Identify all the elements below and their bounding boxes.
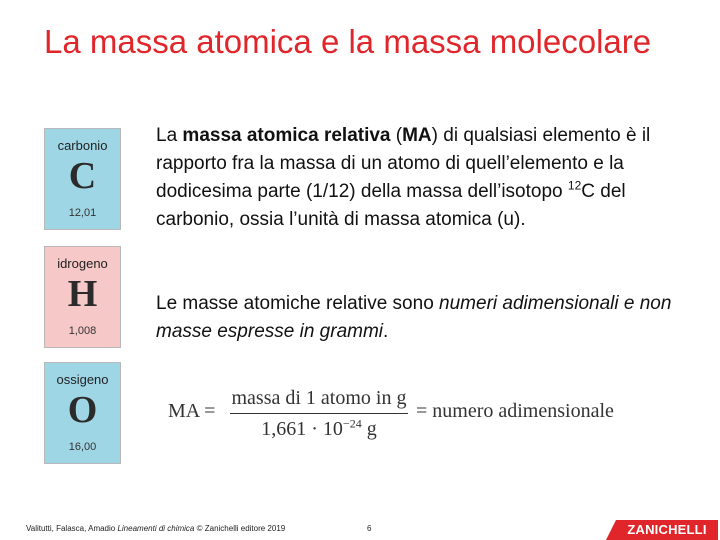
note-paragraph — [156, 290, 696, 346]
bold-term: massa atomica relativa — [182, 125, 391, 146]
element-name: idrogeno — [57, 256, 108, 271]
denominator-unit: g — [361, 418, 377, 440]
isotope-superscript: 12 — [567, 178, 582, 193]
element-symbol: O — [67, 389, 98, 431]
slide-title: La massa atomica e la massa molecolare — [44, 23, 652, 60]
text-run: C del carbonio, ossia l’unità di massa atomica (u). — [156, 181, 626, 230]
element-card-carbonio — [44, 128, 121, 230]
text-run: ( — [390, 125, 403, 146]
definition-paragraph — [156, 122, 696, 234]
denominator-exponent: −24 — [342, 416, 362, 431]
text-run: Le masse atomiche relative sono — [156, 293, 440, 314]
element-symbol: H — [67, 273, 98, 315]
formula-fraction — [230, 386, 408, 441]
element-name: ossigeno — [56, 372, 109, 387]
text-run: ) di qualsiasi elemento è il rapporto fra la massa di un atomo di quell’elemento e la dodicesima parte (1/12) della massa dell’isotopo — [156, 125, 651, 202]
formula-numerator: massa di 1 atomo in g — [231, 387, 407, 409]
page-number: 6 — [367, 524, 372, 533]
text-run: La — [156, 125, 183, 146]
element-symbol: C — [68, 155, 97, 197]
element-card-idrogeno — [44, 246, 121, 348]
footer-publisher: © Zanichelli editore 2019 — [194, 524, 286, 533]
formula-denominator — [230, 417, 408, 441]
element-mass: 16,00 — [68, 441, 97, 453]
formula-lhs: MA = — [168, 400, 216, 422]
italic-text: numeri adimensionali e non masse espresse in grammi — [156, 293, 672, 342]
zanichelli-logo: ZANICHELLI — [616, 520, 718, 540]
element-mass: 12,01 — [68, 207, 97, 219]
formula-rhs: = numero adimensionale — [416, 400, 614, 422]
text-run: . — [383, 321, 389, 342]
logo-notch — [606, 520, 616, 540]
element-mass: 1,008 — [68, 325, 97, 337]
element-name: carbonio — [57, 138, 108, 153]
element-card-ossigeno — [44, 362, 121, 464]
fraction-bar — [230, 413, 408, 414]
denominator-base: 1,661 · 10 — [261, 418, 343, 440]
footer-book-title: Lineamenti di chimica — [117, 524, 195, 533]
footer-authors: Valitutti, Falasca, Amadio — [26, 524, 118, 533]
footer-credits — [26, 524, 285, 533]
bold-abbreviation: MA — [402, 125, 432, 146]
